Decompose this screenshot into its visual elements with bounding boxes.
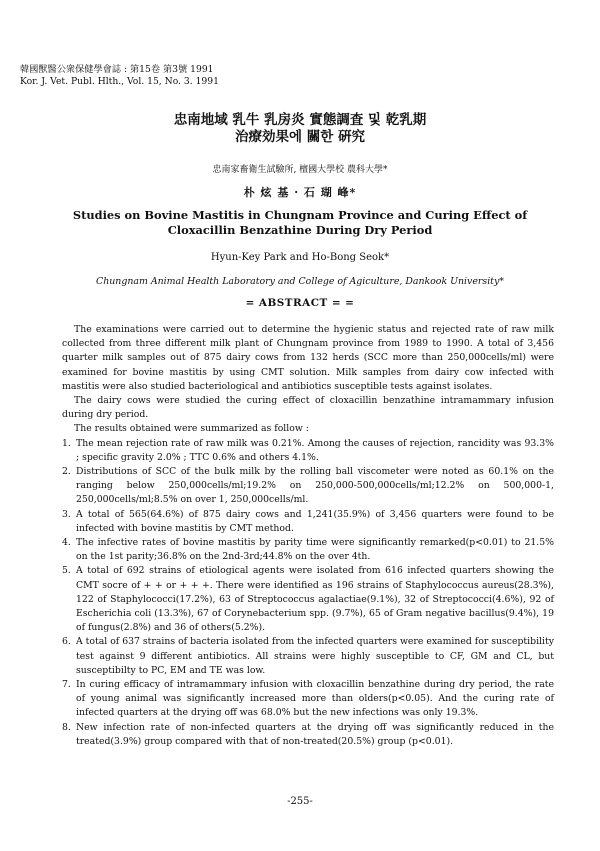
authors-korean: 朴 炫 基 · 石 瑚 峰*	[243, 186, 357, 199]
title-korean-line-2: 治療効果에 關한 硏究	[235, 129, 365, 145]
title-korean-line-1: 忠南地域 乳牛 乳房炎 實態調査 및 乾乳期	[173, 112, 427, 128]
abstract-heading: = ABSTRACT = =	[245, 297, 355, 309]
journal-line-english: Kor. J. Vet. Publ. Hlth., Vol. 15, No. 3. 1991	[20, 76, 219, 87]
result-item: 2. Distributions of SCC of the bulk milk by the rolling ball viscometer were noted as 60.1% on the ranging below 250,000cells/ml;19.2% on 250,000-500,000cells/ml;12.2% on 500,000-1, 250,000cells/ml;8.5% on over 1, 250,000cells/ml.	[62, 466, 554, 506]
authors-english: Hyun-Key Park and Ho-Bong Seok*	[210, 252, 390, 263]
affiliation-korean: 忠南家畜衛生試驗所, 檀國大學校 農科大學*	[212, 165, 388, 175]
title-english-line-1: Studies on Bovine Mastitis in Chungnam Province and Curing Effect of	[72, 208, 528, 222]
journal-header	[20, 64, 219, 88]
abstract-paragraph: The examinations were carried out to determine the hygienic status and rejected rate of raw milk collected from three different milk plant of Chungnam province from 1989 to 1990. A total of 3,456 quarter milk samples out of 875 dairy cows from 132 herds (SCC more than 250,000cells/ml) were examined for bovine mastitis by using CMT solution. Milk samples from dairy cow infected with mastitis were also studied bacteriological and antibiotics susceptible tests against isolates.	[62, 324, 554, 392]
abstract-paragraph: The dairy cows were studied the curing effect of cloxacillin benzathine intramammary infusion during dry period.	[62, 395, 554, 421]
page-number: -255-	[287, 796, 313, 807]
title-korean	[0, 112, 600, 146]
result-item: 6. A total of 637 strains of bacteria isolated from the infected quarters were examined for susceptibility test against 9 different antibiotics. All strains were highly susceptible to CF, GM and CL, but susceptibilty to PC, EM and TE was low.	[62, 636, 554, 676]
affiliation-english: Chungnam Animal Health Laboratory and College of Agiculture, Dankook University*	[96, 276, 504, 287]
result-item: 8. New infection rate of non-infected quarters at the drying off was significantly reduced in the treated(3.9%) group compared with that of non-treated(20.5%) group (p<0.01).	[62, 721, 554, 747]
result-item: 7. In curing efficacy of intramammary infusion with cloxacillin benzathine during dry period, the rate of young animal was significantly increased more than olders(p<0.05). And the curing rate of infected quarters at the drying off was 68.0% but the new infections was only 19.3%.	[62, 679, 554, 719]
result-item: 4. The infective rates of bovine mastitis by parity time were significantly remarked(p<0.01) to 21.5% on the 1st parity;36.8% on the 2nd-3rd;44.8% on the over 4th.	[62, 537, 554, 563]
journal-line-korean: 韓國獸醫公衆保健學會誌 : 第15卷 第3號 1991	[20, 64, 214, 75]
title-english-line-2: Cloxacillin Benzathine During Dry Period	[167, 223, 433, 237]
result-item: 3. A total of 565(64.6%) of 875 dairy cows and 1,241(35.9%) of 3,456 quarters were found to be infected with bovine mastitis by CMT method.	[62, 508, 554, 534]
result-item: 5. A total of 692 strains of etiological agents were isolated from 616 infected quarters showing the CMT socre of + + or + + +. There were identified as 196 strains of Staphylococcus aureus(28.3%), 122 of Staphylococci(17.2%), 63 of Streptococcus agalactiae(9.1%), 32 of Streptococci(4.6%), 92 of Escherichia coli (13.3%), 67 of Corynebacterium spp. (9.7%), 65 of Gram negative bacillus(9.4%), 19 of fungus(2.8%) and 36 of others(5.2%).	[62, 565, 554, 634]
results-intro: The results obtained were summarized as follow :	[74, 423, 309, 435]
results-list	[62, 437, 554, 749]
abstract-body	[62, 323, 554, 749]
title-english	[0, 208, 600, 238]
result-item: 1. The mean rejection rate of raw milk was 0.21%. Among the causes of rejection, rancidity was 93.3% ; specific gravity 2.0% ; TTC 0.6% and others 4.1%.	[62, 437, 554, 463]
